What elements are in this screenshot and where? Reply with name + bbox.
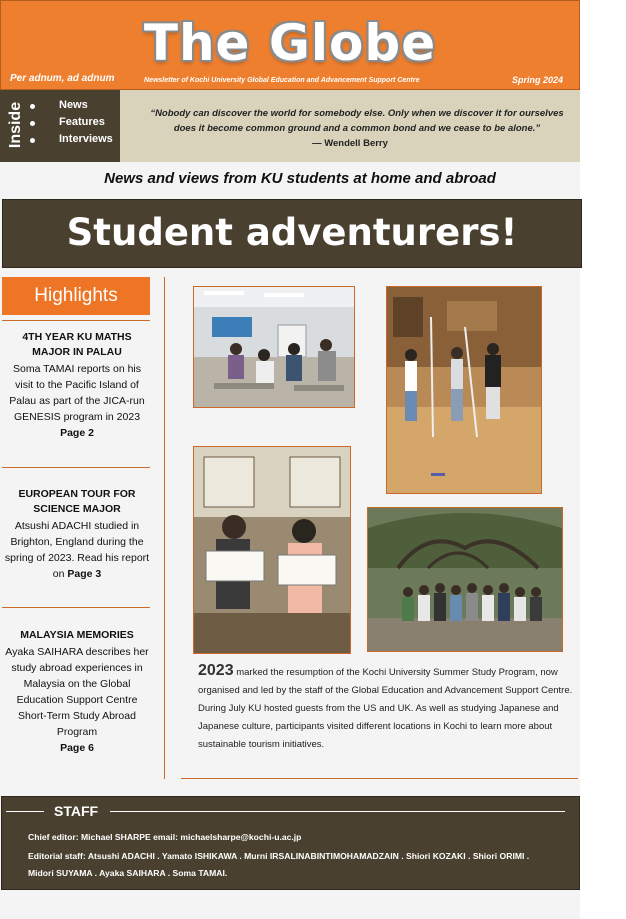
photo-martial-arts: [386, 286, 542, 494]
inside-item-news: News: [59, 99, 88, 111]
divider: [2, 607, 150, 608]
photo-classroom: [193, 286, 355, 408]
caption-year: 2023: [198, 662, 234, 679]
photo-caption: [198, 662, 576, 754]
inside-item-interviews: Interviews: [59, 133, 113, 145]
editorial-staff-cont: Midori SUYAMA . Ayaka SAIHARA . Soma TAMAI.: [28, 868, 228, 878]
inside-item-features: Features: [59, 116, 105, 128]
staff-heading: STAFF: [54, 803, 99, 819]
bullet-icon: [30, 104, 35, 109]
divider: [2, 467, 150, 468]
highlight-body: Atsushi ADACHI studied in Brighton, England during the spring of 2023. Read his report on: [4, 520, 150, 580]
photo-group-tree: [367, 507, 563, 652]
quote-text: “Nobody can discover the world for somebody else. Only when we discover it for ourselves does it become common ground and a common bond and we cease to be alone.”: [150, 108, 564, 134]
highlight-item: [4, 487, 150, 582]
highlight-item: [4, 330, 150, 441]
divider: [181, 778, 578, 779]
quote-box: [120, 90, 580, 162]
headline-banner: [2, 199, 582, 268]
divider: [2, 320, 150, 321]
chief-editor: Chief editor: Michael SHARPE email: michaelsharpe@kochi-u.ac.jp: [28, 832, 302, 842]
newsletter-subtitle: Newsletter of Kochi University Global Education and Advancement Support Centre: [144, 77, 420, 84]
highlight-heading: EUROPEAN TOUR FOR SCIENCE MAJOR: [18, 488, 136, 515]
caption-lead: marked the resumption of the Kochi University Summer Study: [236, 667, 497, 678]
issue-date: Spring 2024: [512, 75, 564, 85]
tagline: News and views from KU students at home and abroad: [104, 170, 496, 187]
highlight-page[interactable]: Page 6: [60, 742, 94, 754]
photo-calligraphy: [193, 446, 351, 654]
inside-box: [0, 90, 120, 162]
highlight-page[interactable]: Page 2: [60, 427, 94, 439]
divider: [6, 811, 44, 812]
bullet-icon: [30, 121, 35, 126]
bullet-icon: [30, 138, 35, 143]
inside-label: Inside: [7, 101, 24, 149]
highlight-heading: MALAYSIA MEMORIES: [20, 629, 134, 641]
staff-box: [1, 796, 580, 890]
highlight-page[interactable]: Page 3: [67, 568, 102, 580]
highlight-heading: 4TH YEAR KU MATHS MAJOR IN PALAU: [22, 331, 132, 358]
masthead: [0, 0, 580, 90]
column-divider: [164, 277, 165, 779]
highlight-body: Ayaka SAIHARA describes her study abroad experiences in Malaysia on the Global Education Support Centre Short-Term Study Abroad Program: [5, 646, 149, 738]
divider: [110, 811, 565, 812]
editorial-staff: Editorial staff: Atsushi ADACHI . Yamato ISHIKAWA . Murni IRSALINABINTIMOHAMADZAIN . Shiori KOZAKI . Shiori ORIMI .: [28, 851, 530, 861]
quote-author: — Wendell Berry: [312, 138, 388, 149]
newsletter-title: The Globe: [143, 14, 437, 72]
highlight-item: [4, 628, 150, 756]
highlight-body: Soma TAMAI reports on his visit to the Pacific Island of Palau as part of the JICA-run GENESIS program in 2023: [9, 363, 145, 423]
highlights-title: Highlights: [2, 277, 150, 315]
headline: Student adventurers!: [66, 211, 518, 254]
caption-body: Program, now organised and led by the staff of the Global Education and Advancement Support Centre. During July KU hosted guests from the US and UK. As well as studying Japanese and Japanese culture, participants visited different locations in Kochi to learn more about sustainable tourism initiatives.: [198, 667, 573, 750]
motto: Per adnum, ad adnum: [10, 73, 115, 84]
